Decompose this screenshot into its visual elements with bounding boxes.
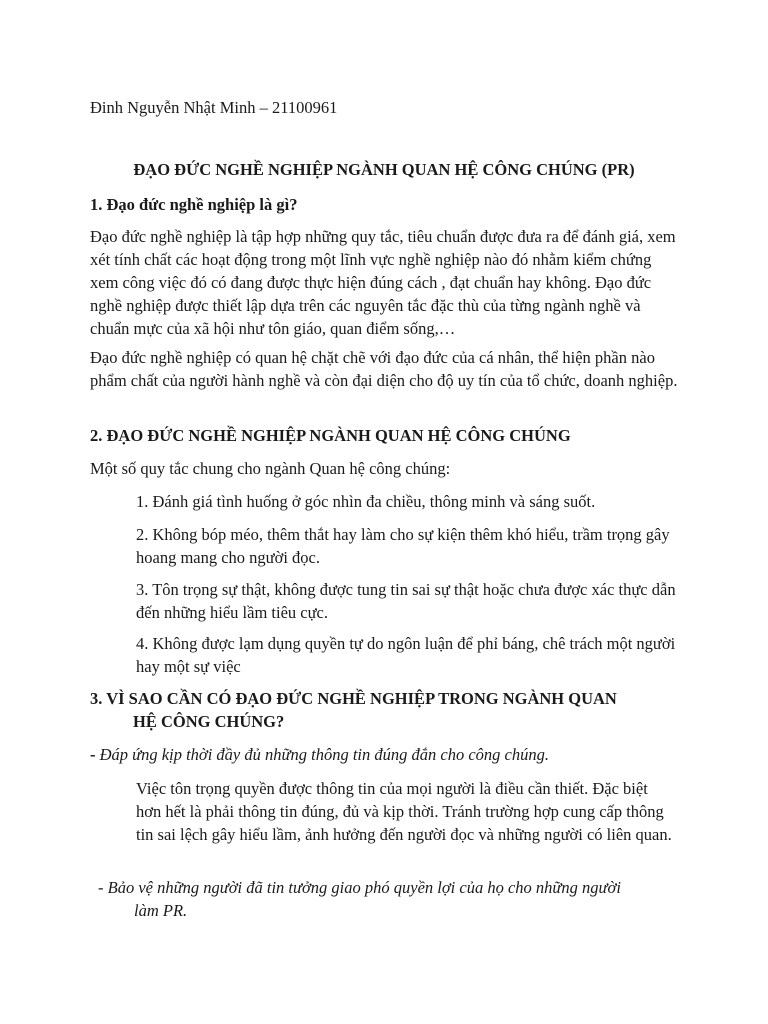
rule-item-3: 3. Tôn trọng sự thật, không được tung tin sai sự thật hoặc chưa được xác thực dẫn đến những hiểu lầm tiêu cực. [136,580,676,622]
section-3-point-1-title [90,743,680,766]
section-1-heading: 1. Đạo đức nghề nghiệp là gì? [90,195,298,214]
point-2-line-1: - Bảo vệ những người đã tin tưởng giao phó quyền lợi của họ cho những người [98,878,621,897]
point-1-title-text: Đáp ứng kịp thời đầy đủ những thông tin đúng đắn cho công chúng. [99,745,549,764]
author-line: Đinh Nguyễn Nhật Minh – 21100961 [90,98,338,117]
point-2-line-2: làm PR. [134,901,188,920]
section-3-heading-line-2: HỆ CÔNG CHÚNG? [133,712,285,731]
section-1-paragraph-2: Đạo đức nghề nghiệp có quan hệ chặt chẽ với đạo đức của cá nhân, thể hiện phần nào phẩm chất của người hành nghề và còn đại diện cho độ uy tín của tổ chức, doanh nghiệp. [90,348,678,390]
document-title: ĐẠO ĐỨC NGHỀ NGHIỆP NGÀNH QUAN HỆ CÔNG CHÚNG (PR) [133,160,635,179]
section-2-intro: Một số quy tắc chung cho ngành Quan hệ công chúng: [90,459,451,478]
section-3-point-2 [98,876,678,922]
rule-item-1: 1. Đánh giá tình huống ở góc nhìn đa chiều, thông minh và sáng suốt. [136,492,596,511]
section-3-heading [90,687,680,733]
section-1-paragraph-1: Đạo đức nghề nghiệp là tập hợp những quy tắc, tiêu chuẩn được đưa ra để đánh giá, xem xét tính chất các hoạt động trong một lĩnh vực nghề nghiệp nào đó nhằm kiểm chứng xem công việc đó có đang được thực hiện đúng cách , đạt chuẩn hay không. Đạo đức nghề nghiệp được thiết lập dựa trên các nguyên tắc đặc thù của từng ngành nghề và chuẩn mực của xã hội như tôn giáo, quan điểm sống,… [90,227,676,338]
rule-item-2: 2. Không bóp méo, thêm thắt hay làm cho sự kiện thêm khó hiểu, trầm trọng gây hoang mang cho người đọc. [136,525,670,567]
section-3-heading-line-1: 3. VÌ SAO CẦN CÓ ĐẠO ĐỨC NGHỀ NGHIỆP TRONG NGÀNH QUAN [90,689,617,708]
section-2-heading: 2. ĐẠO ĐỨC NGHỀ NGHIỆP NGÀNH QUAN HỆ CÔNG CHÚNG [90,426,571,445]
section-3-point-1-body: Việc tôn trọng quyền được thông tin của mọi người là điều cần thiết. Đặc biệt hơn hết là phải thông tin đúng, đủ và kịp thời. Tránh trường hợp cung cấp thông tin sai lệch gây hiểu lầm, ảnh hưởng đến người đọc và những người có liên quan. [136,779,672,844]
point-1-dash: - [90,745,96,764]
rule-item-4: 4. Không được lạm dụng quyền tự do ngôn luận để phỉ báng, chê trách một người hay một sự việc [136,634,676,676]
